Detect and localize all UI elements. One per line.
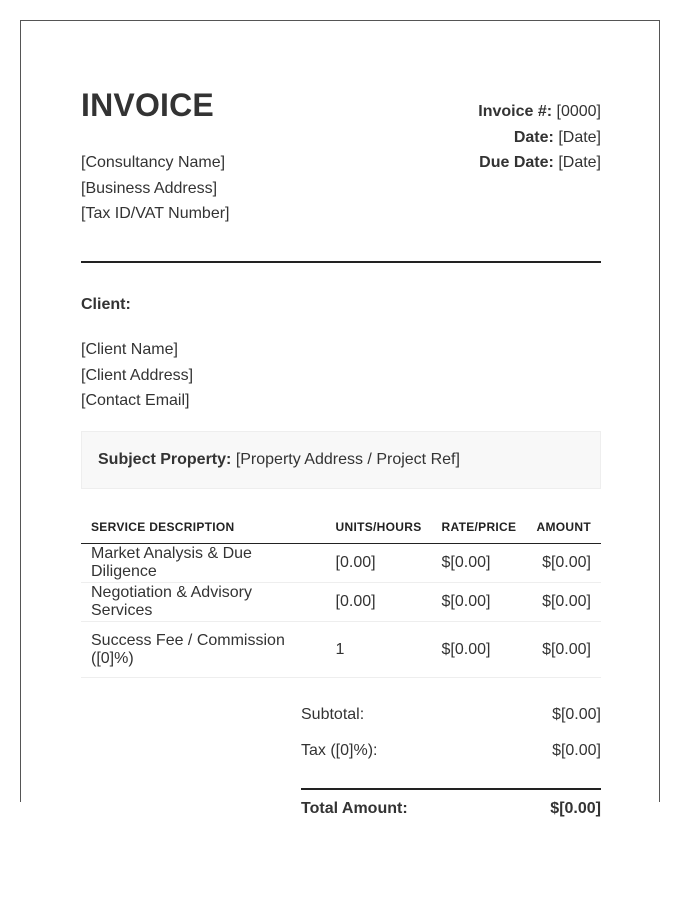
row-rate: $[0.00] xyxy=(432,622,527,678)
due-date-value: [Date] xyxy=(558,154,601,171)
client-email: [Contact Email] xyxy=(81,392,190,409)
row-rate: $[0.00] xyxy=(432,583,527,622)
business-tax-id: [Tax ID/VAT Number] xyxy=(81,205,230,222)
tax-value: $[0.00] xyxy=(552,742,601,759)
table-row xyxy=(81,544,601,583)
row-amount: $[0.00] xyxy=(527,583,601,622)
table-header-row xyxy=(81,511,601,544)
total-amount-label: Total Amount: xyxy=(301,800,408,817)
date-value: [Date] xyxy=(558,128,601,146)
row-description: Success Fee / Commission ([0]%) xyxy=(81,622,326,678)
row-rate: $[0.00] xyxy=(432,544,527,583)
invoice-page xyxy=(20,20,660,817)
header-units-hours: UNITS/HOURS xyxy=(326,511,432,544)
invoice-number-value: [0000] xyxy=(556,103,601,120)
client-info xyxy=(81,337,193,414)
row-description: Market Analysis & Due Diligence xyxy=(81,544,326,583)
row-units: [0.00] xyxy=(326,544,432,583)
subject-property-box xyxy=(81,431,601,489)
totals-section xyxy=(301,706,601,836)
header-amount: AMOUNT xyxy=(527,511,601,544)
row-units: [0.00] xyxy=(326,583,432,622)
table-row xyxy=(81,583,601,622)
invoice-meta xyxy=(478,99,601,176)
header-service-description: SERVICE DESCRIPTION xyxy=(81,511,326,544)
subject-property-label: Subject Property: xyxy=(98,451,232,468)
invoice-number-label: Invoice #: xyxy=(478,103,553,120)
row-amount: $[0.00] xyxy=(527,544,601,583)
total-amount-row xyxy=(301,788,601,836)
table-row xyxy=(81,622,601,678)
header-divider xyxy=(81,261,601,263)
subtotal-label: Subtotal: xyxy=(301,706,365,723)
invoice-number-line xyxy=(478,99,601,125)
total-amount-value: $[0.00] xyxy=(550,800,601,817)
client-label: Client: xyxy=(81,296,131,313)
due-date-line xyxy=(478,150,601,176)
row-description: Negotiation & Advisory Services xyxy=(81,583,326,622)
header-rate-price: RATE/PRICE xyxy=(432,511,527,544)
tax-row xyxy=(301,742,601,778)
subject-property-value: [Property Address / Project Ref] xyxy=(235,451,460,468)
business-info xyxy=(81,150,229,227)
client-name: [Client Name] xyxy=(81,341,178,358)
date-label: Date: xyxy=(513,128,554,146)
invoice-title: INVOICE xyxy=(81,87,214,123)
due-date-label: Due Date: xyxy=(479,154,554,171)
subtotal-value: $[0.00] xyxy=(552,706,601,723)
business-address: [Business Address] xyxy=(81,179,218,197)
date-line xyxy=(478,125,601,151)
business-name: [Consultancy Name] xyxy=(81,154,226,171)
row-units: 1 xyxy=(326,622,432,678)
row-amount: $[0.00] xyxy=(527,622,601,678)
line-items-table xyxy=(81,511,601,678)
subtotal-row xyxy=(301,706,601,742)
tax-label: Tax ([0]%): xyxy=(301,742,378,759)
client-address: [Client Address] xyxy=(81,366,194,384)
